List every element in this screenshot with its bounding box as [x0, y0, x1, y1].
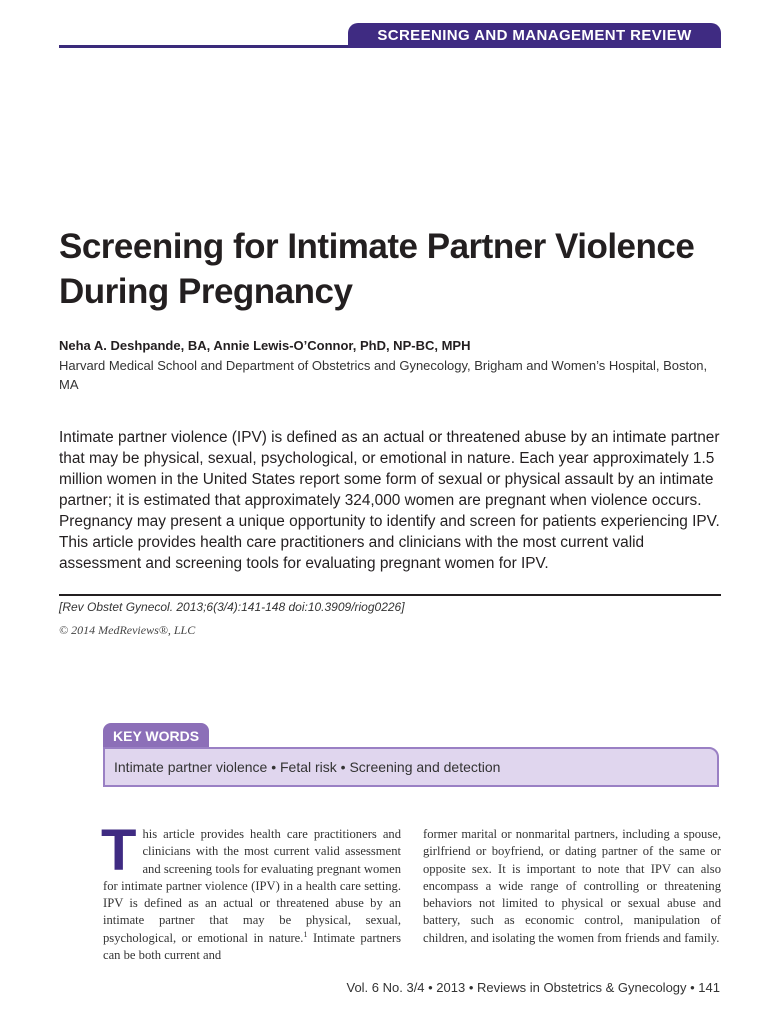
title-line-1: Screening for Intimate Partner Violence — [59, 227, 695, 266]
keywords-text: Intimate partner violence • Fetal risk • Screening and detection — [114, 759, 501, 775]
copyright: © 2014 MedReviews®, LLC — [59, 623, 196, 637]
affiliation: Harvard Medical School and Department of Obstetrics and Gynecology, Brigham and Women’s Hospital, Boston, MA — [59, 358, 708, 392]
body-column-right — [423, 826, 721, 947]
authors: Neha A. Deshpande, BA, Annie Lewis-O’Connor, PhD, NP-BC, MPH — [59, 338, 471, 353]
abstract-divider — [59, 594, 721, 596]
body-column-left — [101, 818, 401, 964]
citation: [Rev Obstet Gynecol. 2013;6(3/4):141-148 doi:10.3909/riog0226] — [59, 600, 405, 614]
keywords-label: KEY WORDS — [103, 723, 209, 748]
abstract: Intimate partner violence (IPV) is defined as an actual or threatened abuse by an intimate partner that may be physical, sexual, psychological, or emotional in nature. Each year approximately 1.5 million women in the United States report some form of sexual or physical assault by an intimate partner; it is estimated that approximately 324,000 women are pregnant when violence occurs. Pregnancy may present a unique opportunity to identify and screen for patients experiencing IPV. This article provides health care practitioners and clinicians with the most current valid assessment and screening tools for evaluating pregnant women for IPV. — [59, 429, 720, 572]
keywords-box — [103, 747, 719, 787]
drop-cap: T — [101, 818, 137, 883]
section-label: SCREENING AND MANAGEMENT REVIEW — [348, 23, 721, 48]
reference-marker[interactable]: 1 — [303, 929, 308, 939]
left-column-tail: Intimate partners can be both current and — [103, 930, 401, 963]
left-column-text: his article provides health care practitioners and clinicians with the most current valid assessment and screening tools for evaluating pregnant women for intimate partner violence (IPV) in a health care setting. IPV is defined as an actual or threatened abuse by an intimate partner that may be physical, sexual, psychological, or emotional in nature. — [103, 827, 401, 945]
right-column-text: former marital or nonmarital partners, including a spouse, girlfriend or boyfriend, or dating partner of the same or opposite sex. It is important to note that IPV can also encompass a wide range of controlling or threatening behaviors not limited to physical or sexual abuse and battery, such as economic control, manipulation of children, and isolating the women from friends and family. — [423, 827, 721, 945]
article-title — [59, 224, 739, 314]
page-footer: Vol. 6 No. 3/4 • 2013 • Reviews in Obstetrics & Gynecology • 141 — [346, 980, 720, 995]
title-line-2: During Pregnancy — [59, 272, 353, 311]
